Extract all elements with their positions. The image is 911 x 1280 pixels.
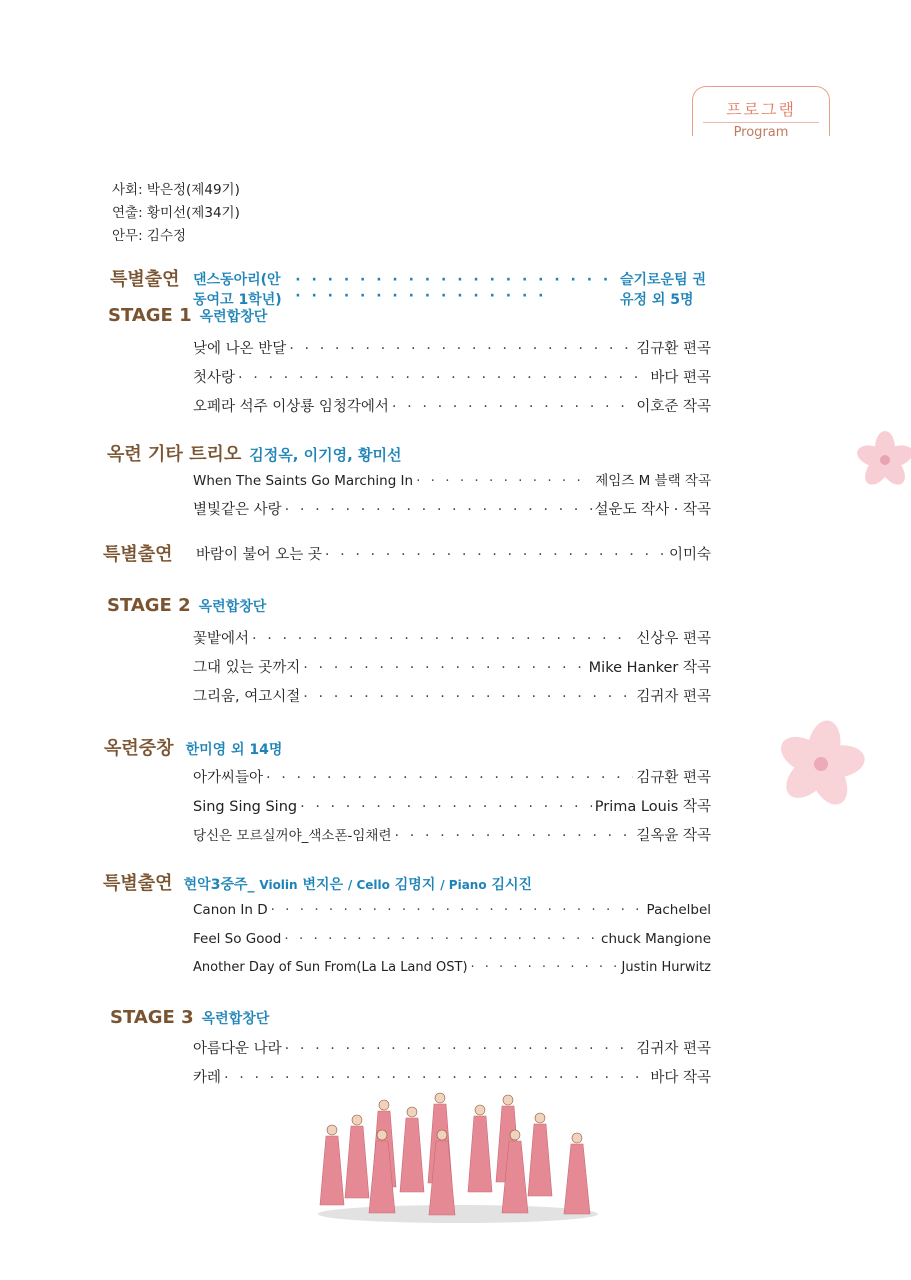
- leader-dots: [289, 341, 633, 357]
- program-item: [193, 627, 711, 648]
- leader-dots: [303, 660, 585, 676]
- stage2-group: 옥련합창단: [198, 599, 267, 615]
- credit-choreography: 안무: 김수정: [112, 228, 187, 244]
- special2-label: 특별출연: [103, 544, 173, 565]
- item-credit: Justin Hurwitz: [621, 960, 711, 975]
- trio-label: 옥련 기타 트리오: [107, 444, 242, 465]
- leader-dots: [284, 931, 598, 947]
- special3-header: [103, 869, 532, 895]
- leader-dots: [238, 370, 647, 386]
- item-title: Another Day of Sun From(La La Land OST): [193, 960, 468, 975]
- program-item: [193, 795, 711, 816]
- pink-blossom-icon: [855, 430, 911, 490]
- program-item: [193, 498, 711, 519]
- item-title: 카레: [193, 1070, 222, 1086]
- program-item: [193, 395, 711, 416]
- leader-dots: [295, 272, 616, 304]
- stage2-label: STAGE 2: [107, 595, 191, 616]
- program-item: [193, 824, 711, 845]
- program-item: [193, 766, 711, 787]
- stage3-header: [110, 1007, 269, 1028]
- trio-members: 김정옥, 이기영, 황미선: [249, 446, 402, 464]
- item-credit: 김규환 편곡: [636, 770, 711, 786]
- program-item: [196, 543, 711, 564]
- program-item: [193, 656, 711, 677]
- item-title: 바람이 불어 오는 곳: [196, 547, 322, 563]
- item-title: 그리움, 여고시절: [193, 689, 301, 705]
- choir-illustration: [312, 1090, 604, 1225]
- leader-dots: [471, 960, 619, 975]
- program-item: [193, 469, 711, 489]
- tab-title: 프로그램: [726, 100, 796, 119]
- cello-name: 김명지: [394, 877, 436, 893]
- stage3-group: 옥련합창단: [201, 1011, 270, 1027]
- credit-director: 연출: 황미선(제34기): [112, 205, 240, 221]
- item-title: 아가씨들아: [193, 770, 264, 786]
- program-item: [193, 685, 711, 706]
- special1-label: 특별출연: [110, 269, 180, 290]
- chorus-members: 한미영 외 14명: [185, 742, 283, 758]
- special1-performer: 슬기로운팀 권유정 외 5명: [619, 272, 707, 308]
- program-tab: [692, 86, 830, 140]
- chorus-header: [104, 734, 282, 760]
- item-title: Canon In D: [193, 902, 268, 918]
- item-title: 오페라 석주 이상룡 임청각에서: [193, 399, 389, 415]
- special3-lineup: [184, 877, 532, 893]
- leader-dots: [266, 770, 633, 786]
- item-credit: Mike Hanker 작곡: [588, 660, 711, 676]
- leader-dots: [303, 689, 633, 705]
- program-item: [193, 1037, 711, 1058]
- stage3-label: STAGE 3: [110, 1007, 194, 1028]
- leader-dots: [300, 799, 592, 815]
- item-title: Sing Sing Sing: [193, 799, 298, 815]
- item-credit: Prima Louis 작곡: [594, 799, 711, 815]
- item-credit: 바다 작곡: [650, 1070, 711, 1086]
- leader-dots: [416, 473, 592, 489]
- program-item: [193, 337, 711, 358]
- leader-dots: [392, 399, 633, 415]
- item-credit: 김규환 편곡: [636, 341, 711, 357]
- stage1-label: STAGE 1: [108, 305, 192, 326]
- trio-header: [107, 440, 402, 466]
- program-item: [193, 960, 711, 975]
- program-item: [193, 366, 711, 387]
- item-credit: 이미숙: [668, 547, 711, 563]
- leader-dots: [224, 1070, 647, 1086]
- credit-host: 사회: 박은정(제49기): [112, 182, 240, 198]
- item-title: 꽃밭에서: [193, 631, 250, 647]
- special2-header: [103, 540, 173, 566]
- item-credit: 설운도 작사 · 작곡: [594, 502, 711, 518]
- program-item: [193, 931, 711, 947]
- piano-label: / Piano: [440, 878, 487, 892]
- ensemble-name: 현악3중주_: [183, 877, 255, 893]
- violin-name: 변지은: [302, 877, 344, 893]
- item-credit: 바다 편곡: [650, 370, 711, 386]
- program-item: [193, 902, 711, 918]
- stage1-group: 옥련합창단: [199, 309, 268, 325]
- leader-dots: [285, 1041, 634, 1057]
- pink-blossom-icon: [775, 718, 867, 810]
- item-credit: 김귀자 편곡: [636, 689, 711, 705]
- item-credit: 이호준 작곡: [636, 399, 711, 415]
- item-title: 당신은 모르실꺼야_색소폰-임채련: [193, 828, 392, 844]
- item-title: 그대 있는 곳까지: [193, 660, 301, 676]
- leader-dots: [395, 828, 634, 844]
- item-credit: 길옥윤 작곡: [636, 828, 711, 844]
- chorus-label: 옥련중창: [104, 738, 174, 759]
- item-title: Feel So Good: [193, 931, 282, 947]
- leader-dots: [285, 502, 592, 518]
- item-credit: chuck Mangione: [601, 931, 711, 947]
- program-item: [193, 1066, 711, 1087]
- leader-dots: [252, 631, 633, 647]
- item-title: 별빛같은 사랑: [193, 502, 282, 518]
- item-credit: 신상우 편곡: [636, 631, 711, 647]
- item-title: 낮에 나온 반달: [193, 341, 287, 357]
- stage2-header: [107, 595, 266, 616]
- special1-header: [110, 265, 180, 291]
- special1-row: [193, 269, 709, 309]
- special1-title: 댄스동아리(안동여고 1학년): [193, 272, 282, 308]
- stage1-header: [108, 305, 267, 326]
- special3-label: 특별출연: [103, 873, 173, 894]
- tab-divider: [703, 122, 819, 123]
- leader-dots: [271, 902, 644, 918]
- tab-subtitle: Program: [733, 125, 789, 140]
- item-credit: 제임즈 M 블랙 작곡: [595, 473, 711, 489]
- leader-dots: [325, 547, 666, 563]
- cello-label: / Cello: [347, 878, 390, 892]
- item-credit: 김귀자 편곡: [636, 1041, 711, 1057]
- item-title: 첫사랑: [193, 370, 236, 386]
- piano-name: 김시진: [491, 877, 533, 893]
- item-title: 아름다운 나라: [193, 1041, 282, 1057]
- item-title: When The Saints Go Marching In: [193, 473, 414, 489]
- item-credit: Pachelbel: [646, 902, 711, 918]
- violin-label: Violin: [259, 878, 298, 892]
